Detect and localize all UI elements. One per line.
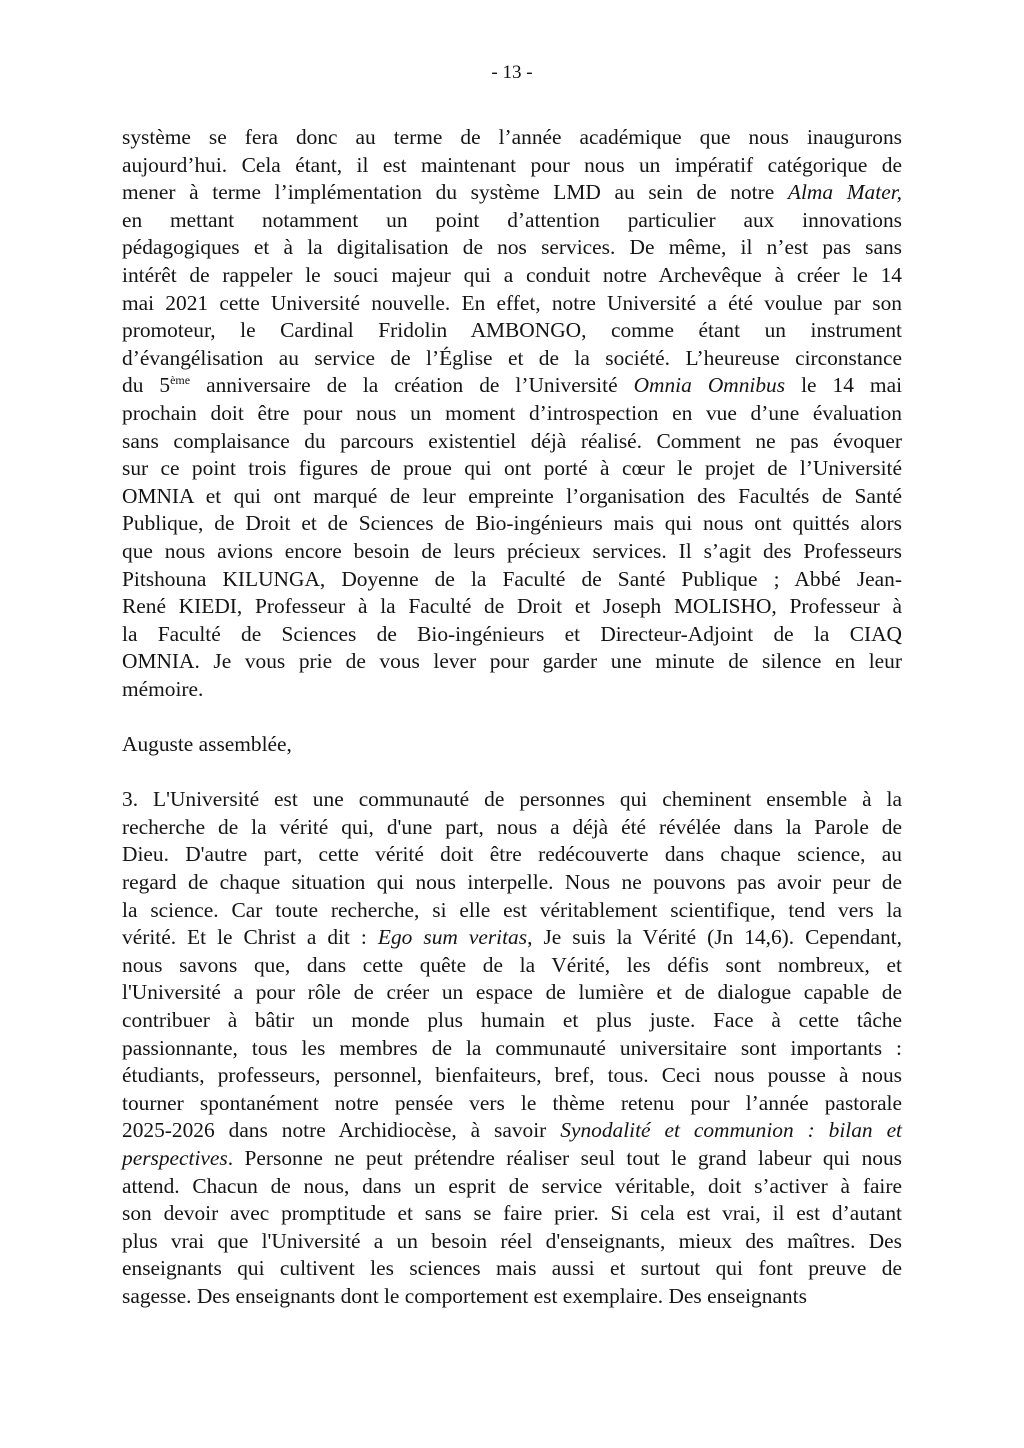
text-run: aujourd’hui. Cela étant, il est maintenant pour nous un impératif catégorique de [122, 152, 902, 177]
text-line [122, 179, 902, 207]
text-line [122, 317, 902, 345]
italic-text: Alma Mater, [787, 180, 902, 205]
text-line [122, 1007, 902, 1035]
text-run: attend. Chacun de nous, dans un esprit de service véritable, doit s’activer à faire [122, 1173, 902, 1198]
text-line [122, 510, 902, 538]
text-run: son devoir avec promptitude et sans se faire prier. Si cela est vrai, il est d’autant [122, 1201, 902, 1226]
text-line [122, 483, 902, 511]
italic-text: Synodalité et communion : bilan et [560, 1118, 903, 1143]
paragraph-gap [122, 759, 902, 787]
text-run: nous savons que, dans cette quête de la Vérité, les défis sont nombreux, et [122, 952, 902, 977]
text-line [122, 786, 902, 814]
text-line [122, 234, 902, 262]
text-run: pédagogiques et à la digitalisation de nos services. De même, il n’est pas sans [122, 235, 902, 260]
text-run: Auguste assemblée, [122, 732, 292, 757]
text-line [122, 428, 902, 456]
text-run: sans complaisance du parcours existentiel déjà réalisé. Comment ne pas évoquer [122, 428, 902, 453]
text-line [122, 152, 902, 180]
text-run: enseignants qui cultivent les sciences mais aussi et surtout qui font preuve de [122, 1256, 902, 1281]
text-line [122, 676, 902, 704]
text-run: d’évangélisation au service de l’Église et de la société. L’heureuse circonstance [122, 345, 902, 370]
text-run: en mettant notamment un point d’attention particulier aux innovations [122, 207, 902, 232]
text-run: prochain doit être pour nous un moment d’introspection en vue d’une évaluation [122, 400, 902, 425]
text-run: regard de chaque situation qui nous interpelle. Nous ne pouvons pas avoir peur de [122, 870, 902, 895]
text-run: 3. L'Université est une communauté de personnes qui cheminent ensemble à la [122, 787, 902, 812]
text-line [122, 1283, 902, 1311]
text-run: le 14 mai [785, 373, 903, 398]
text-line [122, 538, 902, 566]
text-run: 2025-2026 dans notre Archidiocèse, à savoir [122, 1118, 561, 1143]
text-line [122, 1035, 902, 1063]
text-line [122, 869, 902, 897]
text-run: Pitshouna KILUNGA, Doyenne de la Faculté de Santé Publique ; Abbé Jean- [122, 566, 902, 591]
text-line [122, 207, 902, 235]
italic-text: Ego sum veritas [377, 925, 528, 950]
text-line [122, 566, 902, 594]
text-run: passionnante, tous les membres de la communauté universitaire sont importants : [122, 1035, 902, 1060]
text-line [122, 1145, 902, 1173]
text-run: du 5 [122, 373, 171, 398]
paragraph [122, 124, 902, 703]
text-run: la science. Car toute recherche, si elle est véritablement scientifique, tend vers la [122, 897, 902, 922]
text-line [122, 979, 902, 1007]
text-run: . Personne ne peut prétendre réaliser seul tout le grand labeur qui nous [227, 1145, 902, 1170]
text-run: que nous avions encore besoin de leurs précieux services. Il s’agit des Professeurs [122, 538, 902, 563]
text-run: contribuer à bâtir un monde plus humain et plus juste. Face à cette tâche [122, 1008, 902, 1032]
text-run: plus vrai que l'Université a un besoin réel d'enseignants, mieux des maîtres. Des [122, 1228, 902, 1253]
text-line [122, 924, 902, 952]
text-run: , Je suis la Vérité (Jn 14,6). Cependant, [527, 925, 902, 950]
text-line [122, 455, 902, 483]
text-line [122, 372, 902, 400]
text-run: OMNIA. Je vous prie de vous lever pour garder une minute de silence en leur [122, 649, 902, 674]
text-run: Publique, de Droit et de Sciences de Bio-ingénieurs mais qui nous ont quittés alors [122, 511, 902, 536]
text-line [122, 841, 902, 869]
text-run: mener à terme l’implémentation du système LMD au sein de notre [122, 180, 788, 205]
text-line [122, 345, 902, 373]
paragraph [122, 786, 902, 1310]
text-line [122, 1255, 902, 1283]
text-line [122, 1173, 902, 1201]
text-run: système se fera donc au terme de l’année académique que nous inaugurons [122, 125, 902, 149]
document-body [122, 124, 902, 1311]
paragraph-gap [122, 703, 902, 731]
text-line [122, 1228, 902, 1256]
text-line [122, 290, 902, 318]
text-line [122, 262, 902, 290]
text-run: étudiants, professeurs, personnel, bienfaiteurs, bref, tous. Ceci nous pousse à nous [122, 1063, 902, 1088]
salutation [122, 731, 902, 759]
text-run: sagesse. Des enseignants dont le comportement est exemplaire. Des enseignants [122, 1283, 807, 1308]
text-line [122, 1117, 902, 1145]
italic-text: perspectives [122, 1145, 228, 1170]
text-line [122, 897, 902, 925]
text-line [122, 731, 902, 759]
superscript: ème [170, 373, 191, 388]
text-line [122, 124, 902, 152]
text-run: vérité. Et le Christ a dit : [122, 925, 378, 950]
text-line [122, 621, 902, 649]
text-run: OMNIA et qui ont marqué de leur empreinte l’organisation des Facultés de Santé [122, 483, 902, 508]
text-line [122, 648, 902, 676]
text-run: tourner spontanément notre pensée vers le thème retenu pour l’année pastorale [122, 1090, 902, 1115]
text-run: intérêt de rappeler le souci majeur qui a conduit notre Archevêque à créer le 14 [122, 262, 902, 287]
text-run: Dieu. D'autre part, cette vérité doit être redécouverte dans chaque science, au [122, 842, 902, 867]
text-line [122, 952, 902, 980]
text-line [122, 400, 902, 428]
text-run: anniversaire de la création de l’Université [190, 373, 634, 398]
text-line [122, 1090, 902, 1118]
text-line [122, 593, 902, 621]
text-line [122, 1200, 902, 1228]
text-run: mai 2021 cette Université nouvelle. En effet, notre Université a été voulue par son [122, 290, 902, 315]
text-run: René KIEDI, Professeur à la Faculté de Droit et Joseph MOLISHO, Professeur à [122, 594, 902, 619]
italic-text: Omnia Omnibus [633, 373, 786, 398]
text-run: l'Université a pour rôle de créer un espace de lumière et de dialogue capable de [122, 980, 902, 1005]
text-line [122, 1062, 902, 1090]
page-number: - 13 - [491, 62, 533, 83]
text-run: mémoire. [122, 676, 204, 701]
text-line [122, 814, 902, 842]
text-run: la Faculté de Sciences de Bio-ingénieurs et Directeur-Adjoint de la CIAQ [122, 621, 902, 646]
text-run: promoteur, le Cardinal Fridolin AMBONGO, comme étant un instrument [122, 318, 902, 343]
text-run: sur ce point trois figures de proue qui ont porté à cœur le projet de l’Université [122, 456, 902, 481]
text-run: recherche de la vérité qui, d'une part, nous a déjà été révélée dans la Parole de [122, 814, 902, 839]
